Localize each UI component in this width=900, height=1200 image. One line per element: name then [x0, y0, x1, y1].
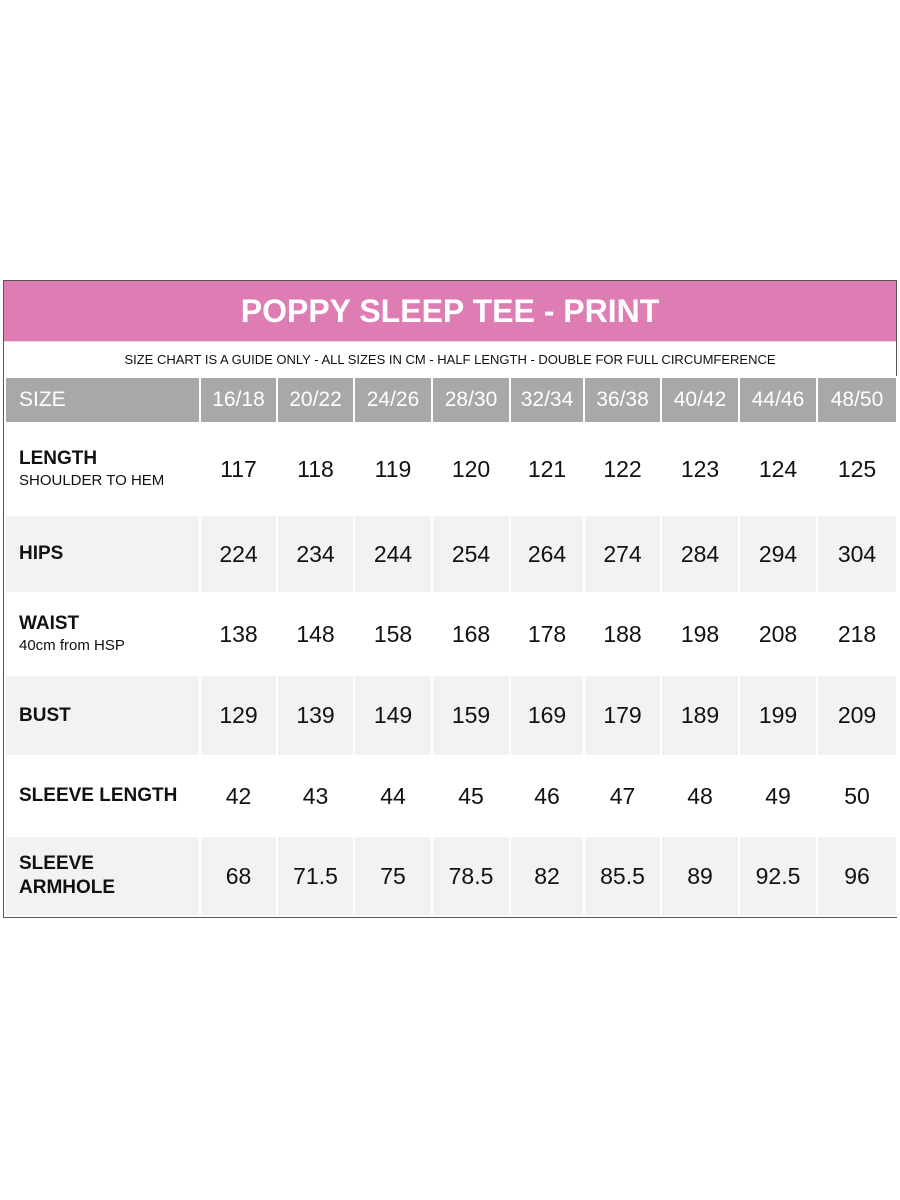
- size-header-cell: 44/46: [739, 377, 817, 423]
- size-header-cell: 36/38: [584, 377, 661, 423]
- measurement-value: 169: [510, 675, 584, 756]
- measurement-sublabel: SHOULDER TO HEM: [19, 472, 165, 489]
- measurement-value: 124: [739, 423, 817, 515]
- measurement-value: 85.5: [584, 836, 661, 916]
- table-row: [5, 423, 897, 515]
- measurement-value: 44: [354, 756, 432, 836]
- size-header-cell: 32/34: [510, 377, 584, 423]
- measurement-label-cell: [5, 423, 200, 515]
- measurement-value: 294: [739, 515, 817, 593]
- measurement-value: 50: [817, 756, 897, 836]
- measurement-value: 92.5: [739, 836, 817, 916]
- measurement-value: 117: [200, 423, 277, 515]
- measurement-value: 121: [510, 423, 584, 515]
- measurement-label-cell: [5, 756, 200, 836]
- measurement-value: 198: [661, 593, 739, 675]
- table-row: [5, 593, 897, 675]
- measurement-value: 254: [432, 515, 510, 593]
- size-header-cell: 40/42: [661, 377, 739, 423]
- measurement-value: 218: [817, 593, 897, 675]
- measurement-sublabel: 40cm from HSP: [19, 637, 125, 654]
- measurement-value: 49: [739, 756, 817, 836]
- measurement-value: 96: [817, 836, 897, 916]
- measurement-value: 129: [200, 675, 277, 756]
- measurement-value: 304: [817, 515, 897, 593]
- measurement-value: 122: [584, 423, 661, 515]
- measurement-value: 208: [739, 593, 817, 675]
- measurement-value: 149: [354, 675, 432, 756]
- measurement-value: 125: [817, 423, 897, 515]
- measurement-value: 264: [510, 515, 584, 593]
- table-row: [5, 515, 897, 593]
- size-header-label: SIZE: [5, 377, 200, 423]
- measurement-value: 118: [277, 423, 354, 515]
- measurement-value: 179: [584, 675, 661, 756]
- measurement-value: 119: [354, 423, 432, 515]
- measurement-label: WAIST: [19, 613, 80, 634]
- measurement-value: 168: [432, 593, 510, 675]
- measurement-value: 244: [354, 515, 432, 593]
- measurement-value: 120: [432, 423, 510, 515]
- chart-subtitle: SIZE CHART IS A GUIDE ONLY - ALL SIZES IN CM - HALF LENGTH - DOUBLE FOR FULL CIRCUMFERENCE: [4, 341, 896, 376]
- measurement-label: SLEEVE LENGTH: [19, 785, 178, 806]
- measurement-value: 178: [510, 593, 584, 675]
- measurement-value: 189: [661, 675, 739, 756]
- measurement-label-cell: [5, 675, 200, 756]
- measurement-value: 45: [432, 756, 510, 836]
- table-row: [5, 756, 897, 836]
- measurement-value: 284: [661, 515, 739, 593]
- table-row: [5, 836, 897, 916]
- size-header-row: [5, 377, 897, 423]
- measurement-value: 42: [200, 756, 277, 836]
- measurement-value: 47: [584, 756, 661, 836]
- measurement-value: 224: [200, 515, 277, 593]
- measurement-value: 78.5: [432, 836, 510, 916]
- measurement-value: 43: [277, 756, 354, 836]
- measurement-value: 138: [200, 593, 277, 675]
- measurement-value: 139: [277, 675, 354, 756]
- measurement-label-cell: [5, 836, 200, 916]
- measurement-value: 209: [817, 675, 897, 756]
- measurement-label: SLEEVE ARMHOLE: [19, 853, 116, 898]
- measurement-value: 75: [354, 836, 432, 916]
- measurement-label: LENGTH: [19, 448, 98, 469]
- measurement-label: HIPS: [19, 543, 64, 564]
- measurement-value: 48: [661, 756, 739, 836]
- measurement-value: 274: [584, 515, 661, 593]
- measurement-value: 188: [584, 593, 661, 675]
- measurement-value: 199: [739, 675, 817, 756]
- measurement-value: 89: [661, 836, 739, 916]
- size-header-cell: 16/18: [200, 377, 277, 423]
- size-header-cell: 48/50: [817, 377, 897, 423]
- measurement-value: 68: [200, 836, 277, 916]
- size-header-cell: 20/22: [277, 377, 354, 423]
- measurement-value: 123: [661, 423, 739, 515]
- measurement-label-cell: [5, 593, 200, 675]
- chart-title: POPPY SLEEP TEE - PRINT: [4, 281, 896, 341]
- size-chart: [3, 280, 897, 918]
- measurement-value: 159: [432, 675, 510, 756]
- measurement-label-cell: [5, 515, 200, 593]
- size-header-cell: 24/26: [354, 377, 432, 423]
- table-row: [5, 675, 897, 756]
- measurement-value: 148: [277, 593, 354, 675]
- measurement-value: 71.5: [277, 836, 354, 916]
- measurement-value: 46: [510, 756, 584, 836]
- measurement-value: 158: [354, 593, 432, 675]
- size-table: [4, 376, 898, 917]
- measurement-label: BUST: [19, 704, 71, 726]
- measurement-value: 82: [510, 836, 584, 916]
- size-header-cell: 28/30: [432, 377, 510, 423]
- measurement-value: 234: [277, 515, 354, 593]
